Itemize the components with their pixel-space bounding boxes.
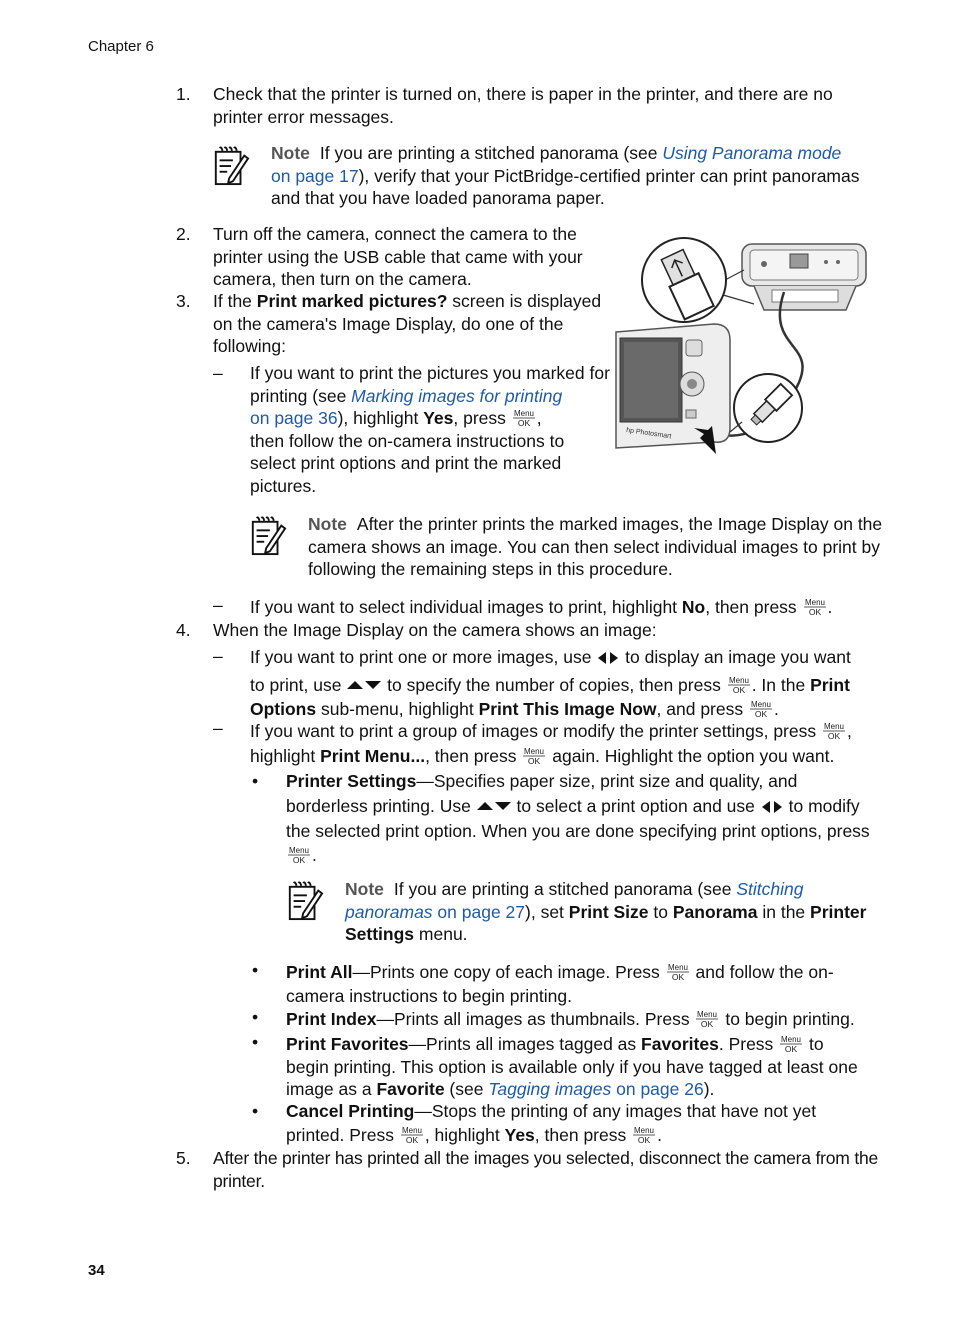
dash-marker: –: [213, 646, 223, 666]
step-4-text: When the Image Display on the camera shows an image:: [213, 620, 657, 640]
step-2-text: Turn off the camera, connect the camera to the printer using the USB cable that came with your camera, then turn on the camera.: [213, 224, 583, 289]
note-2: [308, 513, 883, 581]
menu-ok-button-icon: [803, 598, 827, 616]
link-marking-images[interactable]: Marking images for printing: [351, 385, 563, 406]
note-pad-icon: [286, 880, 324, 924]
link-page-17[interactable]: on page 17: [271, 165, 359, 186]
menu-ok-button-icon: [287, 846, 311, 864]
left-right-arrows-icon: [596, 647, 620, 672]
bullet-marker: •: [252, 1032, 259, 1052]
chapter-header: Chapter 6: [88, 38, 154, 55]
bullet-print-favorites: Print Favorites—Prints all images tagged as Favorites. Press to begin printing. This option is available only if you have tagged at least one image as a Favorite (see Tagging images on page 26).: [286, 1034, 858, 1099]
note-1: [271, 142, 883, 210]
note-text: After the printer prints the marked images, the Image Display on the camera shows an image. You can then select individual images to print by following the remaining steps in this procedure.: [308, 514, 883, 579]
note-label: Note: [271, 143, 310, 163]
step-number: 3.: [176, 291, 191, 311]
dash-marker: –: [213, 718, 223, 738]
bullet-print-all: Print All—Prints one copy of each image. Press and follow the on- camera instructions to begin printing.: [286, 962, 834, 1006]
up-down-arrows-icon: [346, 672, 382, 697]
bullet-print-index: Print Index—Prints all images as thumbnails. Press to begin printing.: [286, 1009, 855, 1029]
bullet-marker: •: [252, 1101, 259, 1121]
step-number: 2.: [176, 224, 191, 244]
menu-ok-button-icon: [779, 1035, 803, 1053]
link-tagging-images[interactable]: Tagging images: [488, 1079, 612, 1099]
step-3b-text: If you want to select individual images to print, highlight No, then press .: [250, 597, 833, 617]
step-number: 4.: [176, 620, 191, 640]
menu-ok-button-icon: [749, 700, 773, 718]
step-1-text: Check that the printer is turned on, there is paper in the printer, and there are no printer error messages.: [213, 84, 833, 127]
menu-ok-button-icon: [727, 676, 751, 694]
bullet-marker: •: [252, 771, 259, 791]
menu-ok-button-icon: [400, 1126, 424, 1144]
step-number: 5.: [176, 1148, 191, 1168]
link-page-26[interactable]: on page 26: [611, 1079, 704, 1099]
menu-ok-button-icon: [695, 1010, 719, 1028]
note-label: Note: [308, 514, 347, 534]
page-number: 34: [88, 1262, 105, 1279]
bullet-marker: •: [252, 960, 259, 980]
bullet-marker: •: [252, 1007, 259, 1027]
left-right-arrows-icon: [760, 797, 784, 821]
step-number: 1.: [176, 84, 191, 104]
note-3: Note If you are printing a stitched panorama (see Stitching panoramas on page 27), set Print Size to Panorama in the Printer Settings menu.: [345, 879, 867, 944]
dash-marker: –: [213, 363, 223, 383]
bullet-cancel-printing: Cancel Printing—Stops the printing of any images that have not yet printed. Press , highlight Yes, then press .: [286, 1101, 817, 1145]
menu-ok-button-icon: [666, 963, 690, 981]
link-page-27[interactable]: on page 27: [432, 901, 526, 922]
link-stitching-panoramas-2[interactable]: panoramas: [345, 901, 433, 922]
bullet-printer-settings: Printer Settings—Specifies paper size, print size and quality, and borderless printing. Use to select a print option and use to modify the selected print option. When you are done specifying print options, press .: [286, 771, 870, 865]
camera-printer-usb-illustration: [614, 232, 868, 458]
step-5-text: After the printer has printed all the images you selected, disconnect the camera from the printer.: [213, 1148, 879, 1191]
link-using-panorama-mode[interactable]: Using Panorama mode: [662, 143, 842, 163]
step-4a-text: If you want to print one or more images, use to display an image you want to print, use to specify the number of copies, then press . In the Print Options sub-menu, highlight Print This Image Now, and press .: [250, 647, 851, 719]
menu-ok-button-icon: [632, 1126, 656, 1144]
menu-ok-button-icon: [522, 747, 546, 765]
dash-marker: –: [213, 595, 223, 615]
note-label: Note: [345, 879, 384, 899]
link-stitching-panoramas[interactable]: Stitching: [736, 879, 804, 899]
svg-text:hp Photosmart: hp Photosmart: [625, 427, 672, 441]
note-pad-icon: [212, 145, 250, 189]
step-3-text: If the Print marked pictures? screen is displayed on the camera's Image Display, do one of the following:: [213, 291, 602, 356]
note-pad-icon: [249, 515, 287, 559]
step-3a-text: If you want to print the pictures you marked for printing (see Marking images for printing on page 36), highlight Yes, press , then follow the on-camera instructions to select print options and print the marked pictures.: [250, 363, 610, 496]
step-4b-text: If you want to print a group of images or modify the printer settings, press , highlight Print Menu..., then press again. Highlight the option you want.: [250, 721, 852, 766]
menu-ok-button-icon: [822, 722, 846, 740]
link-page-36[interactable]: on page 36: [250, 408, 338, 428]
menu-ok-button-icon: [512, 409, 536, 427]
up-down-arrows-icon: [476, 794, 512, 818]
note-text: If you are printing a stitched panorama (see: [319, 143, 663, 163]
note-text: ), verify that your PictBridge-certified printer can print panoramas and that you have loaded panorama paper.: [271, 165, 860, 208]
